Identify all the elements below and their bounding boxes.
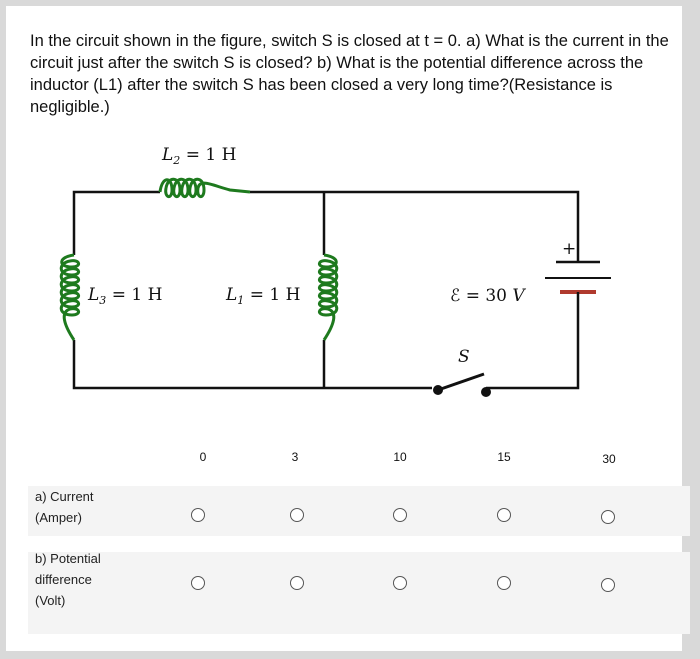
inductor-l1 xyxy=(319,255,336,340)
label-plus: + xyxy=(562,239,577,259)
row-band-potential xyxy=(28,552,690,634)
inductor-l2 xyxy=(160,179,250,196)
label-l2: $L_2 = 1$ H xyxy=(162,145,237,167)
battery-symbol xyxy=(545,262,611,300)
radio-current-15[interactable] xyxy=(497,508,511,522)
label-l1: $L_1 = 1$ H xyxy=(226,285,301,307)
label-emf: ℰ = 30 V xyxy=(450,286,525,306)
inductor-l3 xyxy=(61,255,78,340)
label-l3: $L_3 = 1$ H xyxy=(88,285,163,307)
radio-current-10[interactable] xyxy=(393,508,407,522)
radio-potential-0[interactable] xyxy=(191,576,205,590)
column-header: 15 xyxy=(497,450,511,464)
column-header: 10 xyxy=(393,450,407,464)
label-switch: S xyxy=(458,347,470,367)
radio-current-3[interactable] xyxy=(290,508,304,522)
row-band-current xyxy=(28,486,690,536)
column-header: 0 xyxy=(199,450,207,464)
row-label-current: a) Current (Amper) xyxy=(35,489,94,525)
column-header: 30 xyxy=(602,452,616,466)
radio-potential-15[interactable] xyxy=(497,576,511,590)
radio-current-30[interactable] xyxy=(601,510,615,524)
radio-potential-3[interactable] xyxy=(290,576,304,590)
row-label-potential: b) Potential difference (Volt) xyxy=(35,551,101,608)
answer-table xyxy=(0,440,700,659)
switch-s xyxy=(433,374,491,397)
radio-potential-30[interactable] xyxy=(601,578,615,592)
question-text: In the circuit shown in the figure, switch S is closed at t = 0. a) What is the current in the circuit just after the switch S is closed? b) What is the potential difference across the inductor (L1) after the switch S has been closed a very long time?(Resistance is negligible.) xyxy=(30,32,669,116)
radio-potential-10[interactable] xyxy=(393,576,407,590)
radio-current-0[interactable] xyxy=(191,508,205,522)
column-header: 3 xyxy=(291,450,299,464)
